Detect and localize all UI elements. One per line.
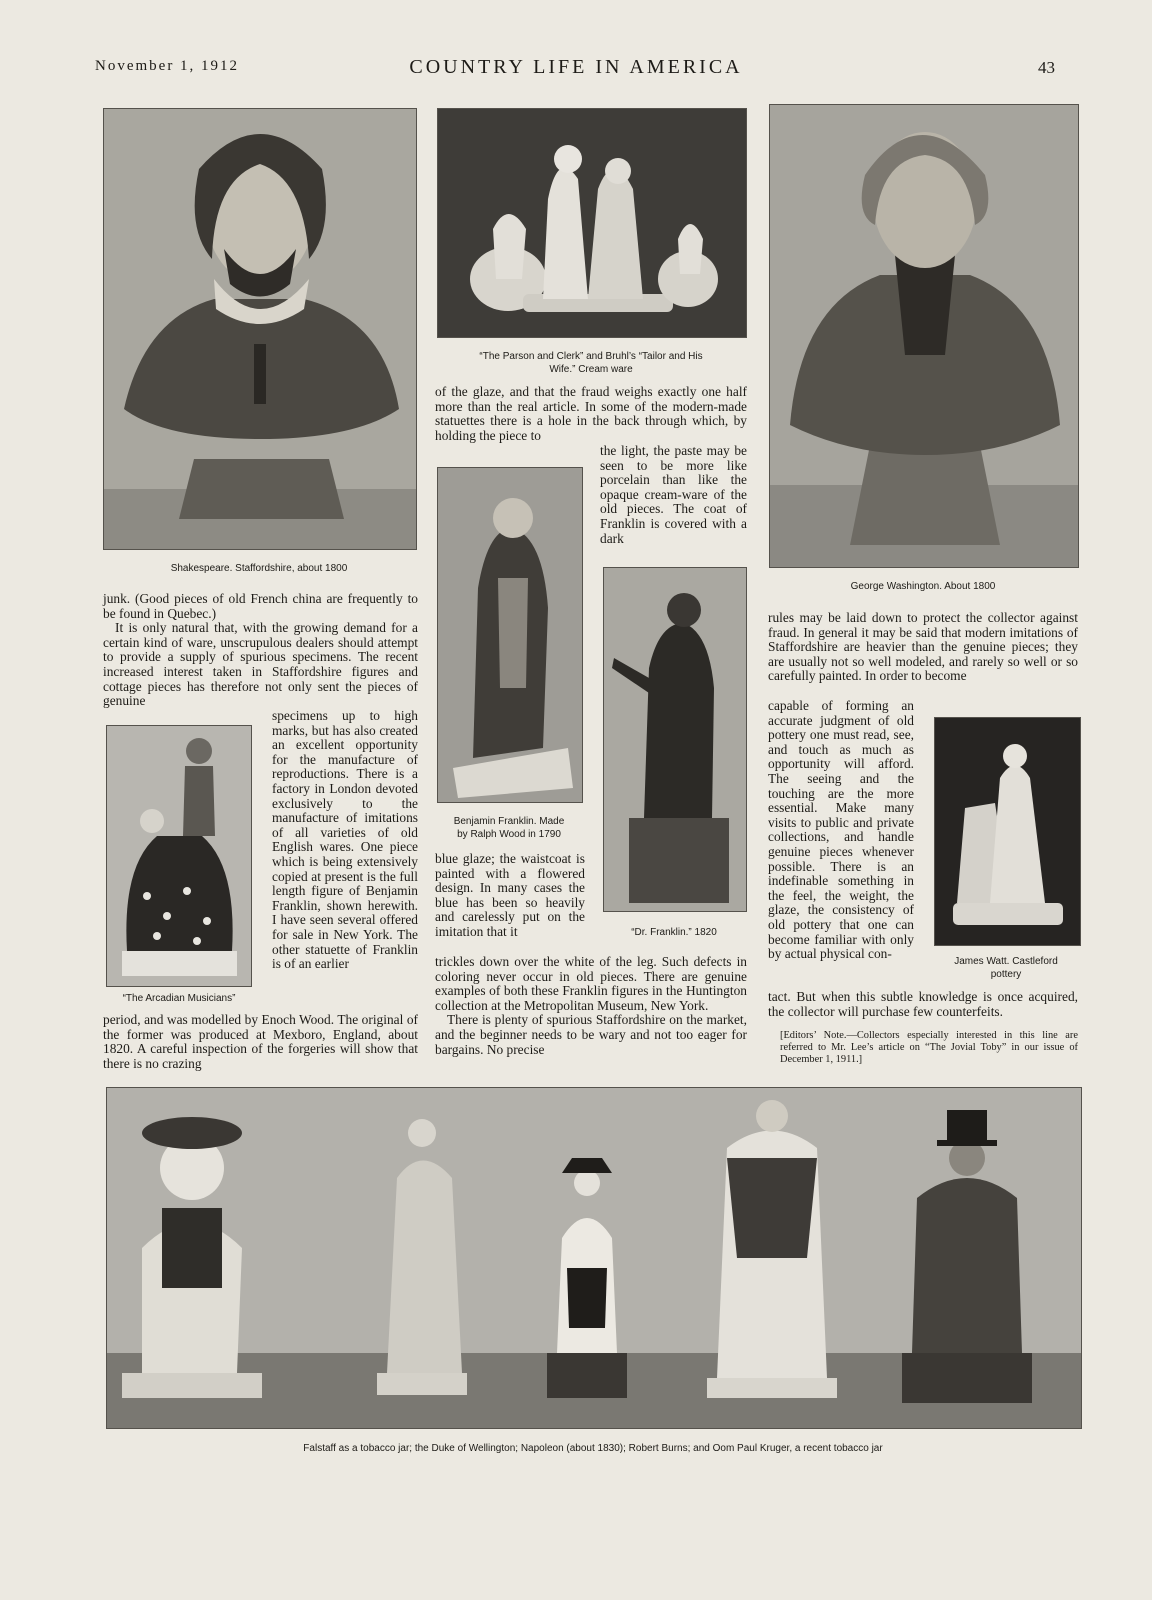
col1-paragraph-2: It is only natural that, with the growing demand for a certain kind of ware, unscrupulous dealers should attempt to provide a supply of spurious specimens. The recent increased interest taken in Staffordshire figures and cottage pieces has therefore not only sent the pieces of genuine (103, 620, 418, 709)
franklin-wood-caption-line-2: by Ralph Wood in 1790 (457, 829, 561, 840)
page-number: 43 (1038, 58, 1055, 77)
col2-text-wrap (600, 444, 747, 546)
james-watt-caption-line-1: James Watt. Castleford (954, 956, 1058, 967)
franklin-wood-caption-line-1: Benjamin Franklin. Made (453, 816, 565, 827)
franklin-ralph-wood-photo (437, 467, 583, 803)
shakespeare-caption: Shakespeare. Staffordshire, about 1800 (170, 563, 348, 574)
col3-paragraph-1: rules may be laid down to protect the collector against fraud. In general it may be said that modern imitations of Staffordshire are heavier than the genuine pieces; they are usually not so well modeled, and rarely so well or so carefully painted. In order to become (768, 610, 1078, 684)
issue-date: November 1, 1912 (95, 58, 240, 74)
arcadian-musicians-photo (106, 725, 252, 987)
parson-caption-line-1: “The Parson and Clerk” and Bruhl’s “Tailor and His (479, 351, 703, 362)
col2-paragraph-1: of the glaze, and that the fraud weighs exactly one half more than the real article. In some of the modern-made statuettes there is a hole in the back through which, by holding the piece to (435, 384, 747, 443)
col3-text-bottom (768, 990, 1078, 1019)
arcadian-caption: “The Arcadian Musicians” (122, 993, 236, 1004)
washington-bust-photo (769, 104, 1079, 568)
col3-text-wrap (768, 699, 914, 962)
col2-text-mid (435, 852, 585, 940)
col1-paragraph-3: specimens up to high marks, but has also created an excellent opportunity for the manufacture of reproductions. There is a factory in London devoted exclusively to the manufacture of imitations of all varieties of old English wares. One piece which is being extensively copied at present is the full length figure of Benjamin Franklin, shown herewith. I have seen several offered for sale in New York. The other statuette of Franklin is of an earlier (272, 708, 418, 972)
col3-paragraph-2: capable of forming an accurate judgment of old pottery one must read, see, and touch as much as opportunity will afford. The seeing and the touching are the more essential. Make many visits to public and private collections, and handle genuine pieces whenever possible. There is an indefinable something in the feel, the weight, the glaze, the consistency of old pottery that one can become familiar with only by actual physical con- (768, 698, 914, 962)
col2-paragraph-5: There is plenty of spurious Staffordshire on the market, and the beginner needs to be wary and not too eager for bargains. No precise (435, 1012, 747, 1057)
col2-paragraph-3: blue glaze; the waistcoat is painted with a flowered design. In many cases the blue has been so heavily and carelessly put on the imitation that it (435, 851, 585, 939)
col2-text-top (435, 385, 747, 443)
col1-text-top (103, 592, 418, 709)
washington-caption: George Washington. About 1800 (850, 581, 996, 592)
james-watt-photo (934, 717, 1081, 946)
col1-text-wrap (272, 709, 418, 972)
col2-paragraph-2: the light, the paste may be seen to be more like porcelain than like the opaque cream-ware of the old pieces. The coat of Franklin is covered with a dark (600, 443, 747, 546)
magazine-title: COUNTRY LIFE IN AMERICA (409, 56, 743, 78)
col1-text-bottom (103, 1013, 418, 1071)
five-figures-photo (106, 1087, 1082, 1429)
dr-franklin-photo (603, 567, 747, 912)
col3-text-top (768, 611, 1078, 684)
col1-paragraph-4: period, and was modelled by Enoch Wood. The original of the former was produced at Mexboro, England, about 1820. A careful inspection of the forgeries will show that there is no crazing (103, 1012, 418, 1071)
col1-paragraph-1: junk. (Good pieces of old French china are frequently to be found in Quebec.) (103, 591, 418, 621)
shakespeare-bust-photo (103, 108, 417, 550)
editors-note: [Editors’ Note.—Collectors especially interested in this line are referred to Mr. Lee’s article on “The Jovial Toby” in our issue of December 1, 1911.] (780, 1030, 1078, 1065)
col3-paragraph-3: tact. But when this subtle knowledge is once acquired, the collector will purchase few counterfeits. (768, 989, 1078, 1019)
col2-text-bottom (435, 955, 747, 1057)
bottom-caption: Falstaff as a tobacco jar; the Duke of Wellington; Napoleon (about 1830); Robert Burns; and Oom Paul Kruger, a recent tobacco jar (303, 1443, 883, 1454)
james-watt-caption-line-2: pottery (990, 969, 1022, 980)
parson-caption-line-2: Wife.” Cream ware (549, 364, 633, 375)
parson-and-clerk-photo (437, 108, 747, 338)
col2-paragraph-4: trickles down over the white of the leg. Such defects in coloring never occur in old pieces. There are genuine examples of both these Franklin figures in the Huntington collection at the Metropolitan Museum, New York. (435, 954, 747, 1013)
dr-franklin-caption: “Dr. Franklin.” 1820 (631, 927, 717, 938)
